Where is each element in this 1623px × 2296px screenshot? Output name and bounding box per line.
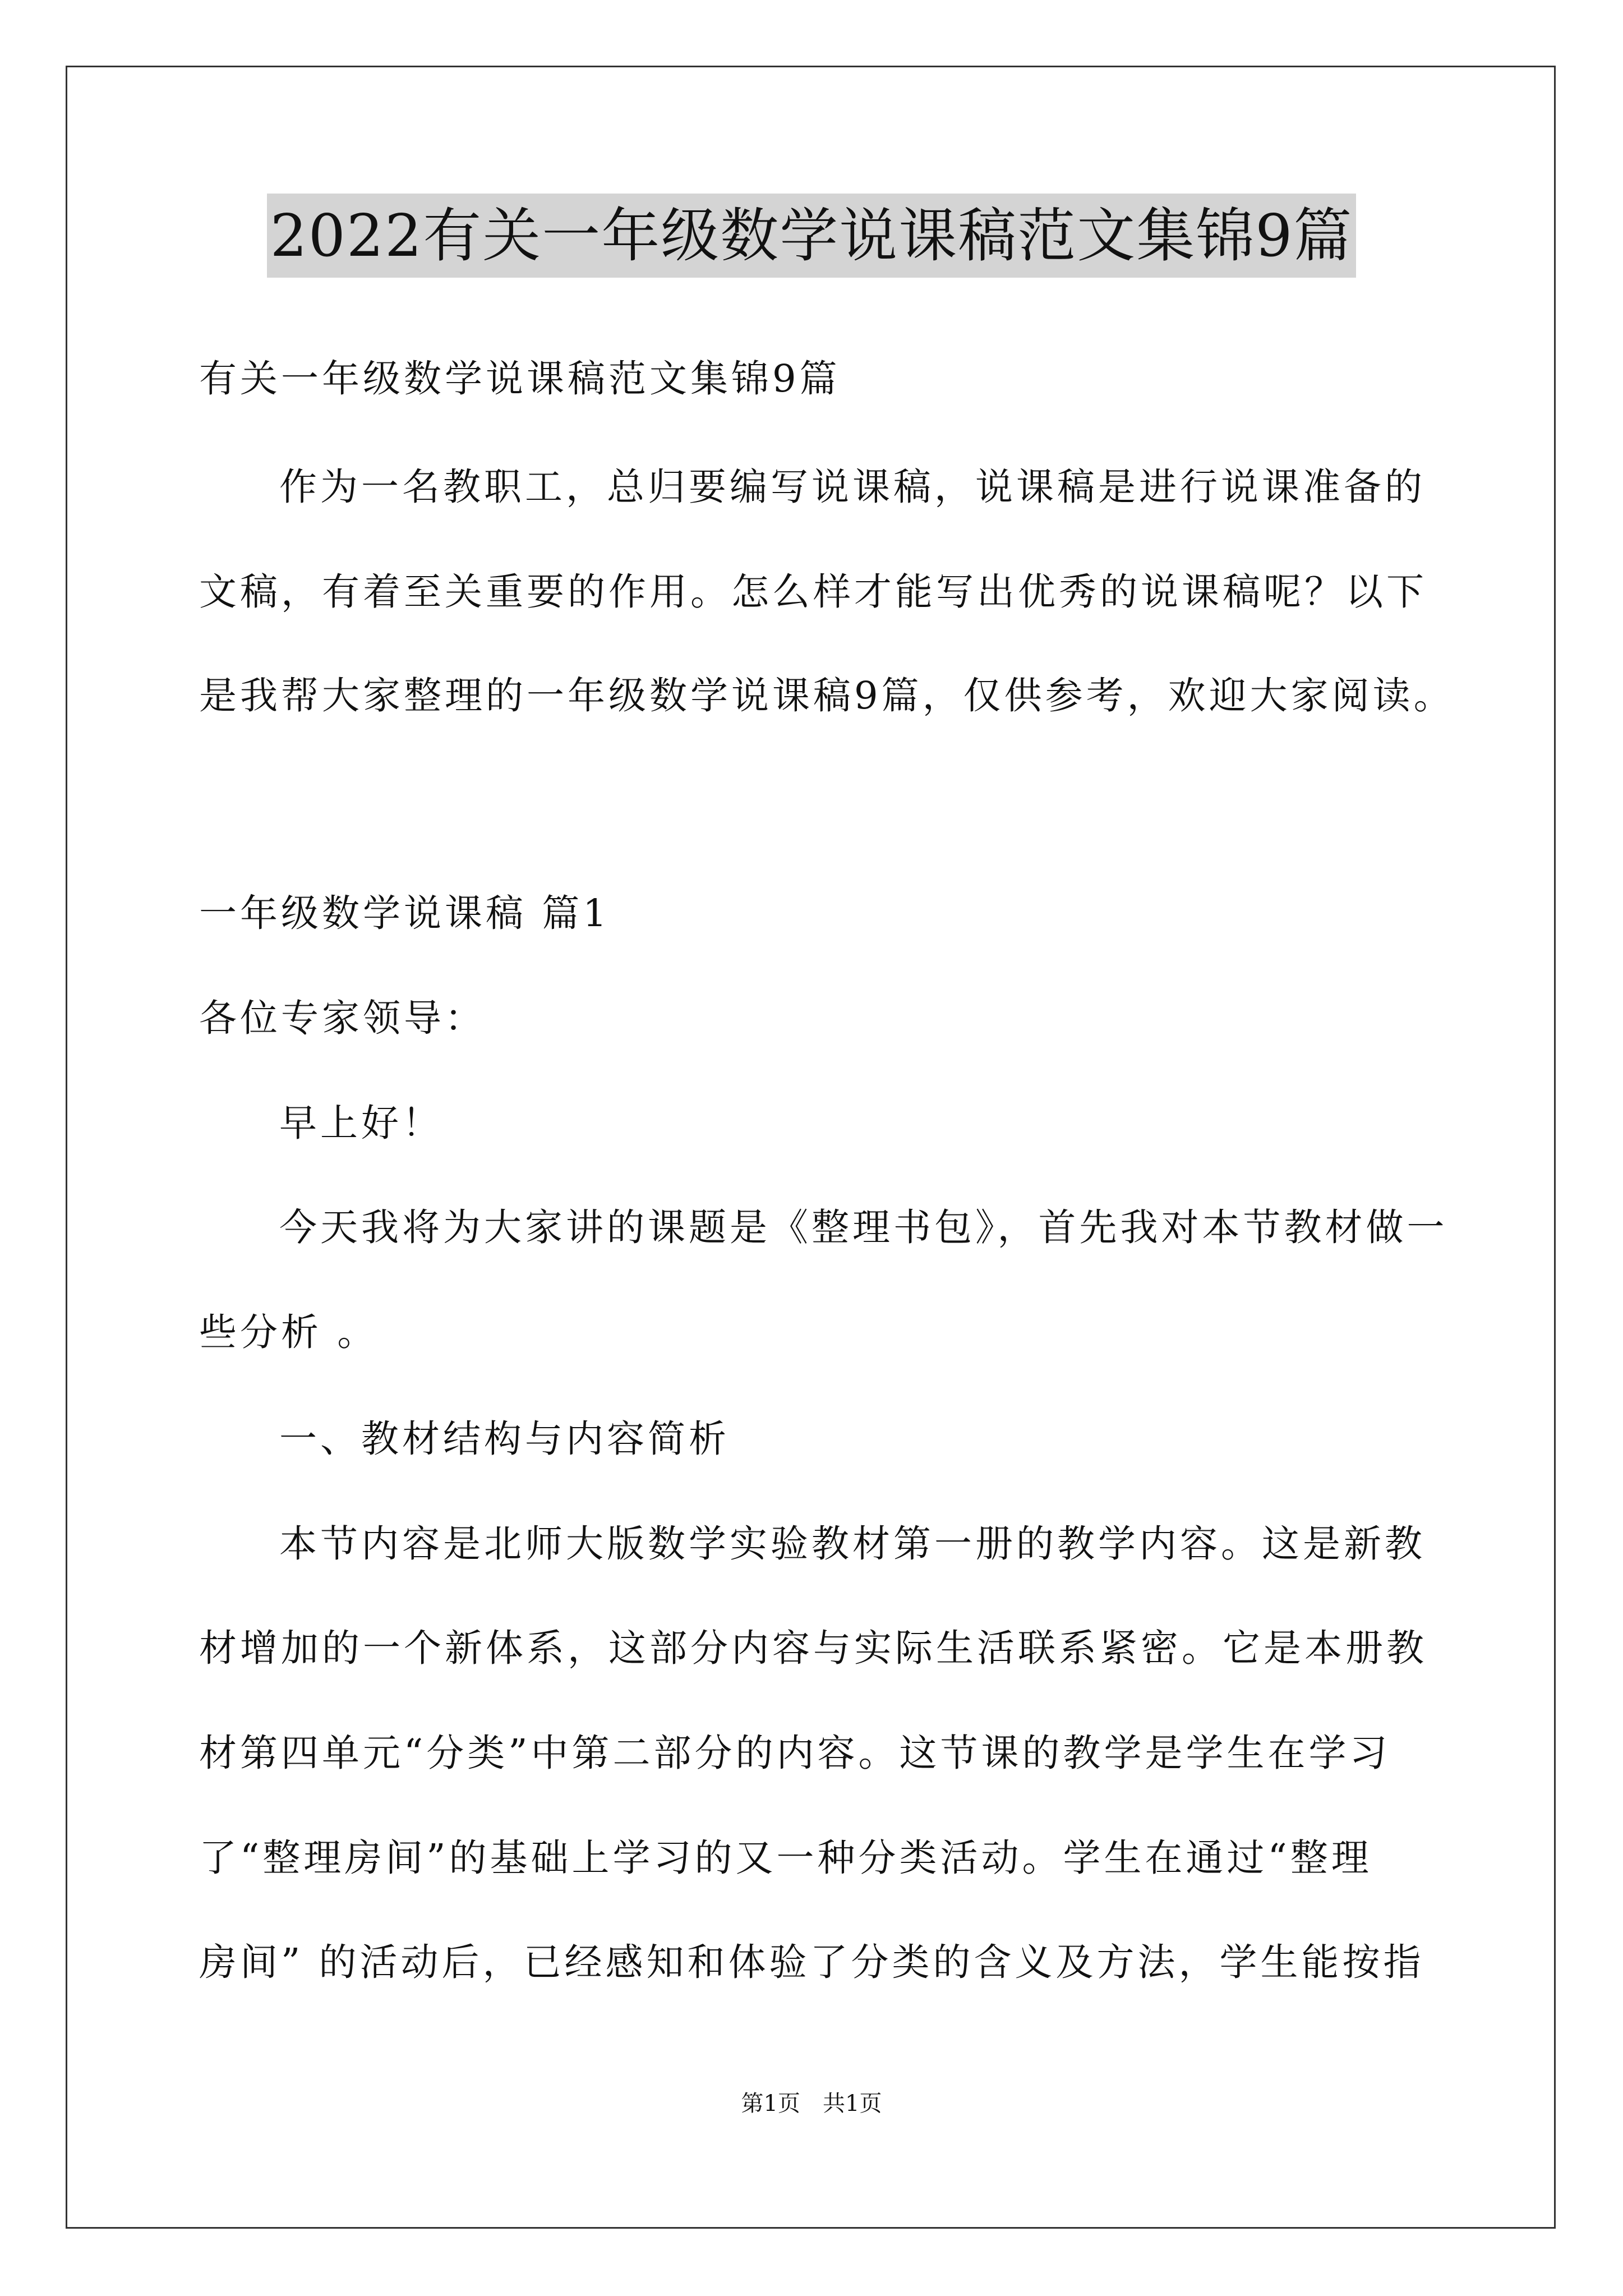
intro-line-3: 是我帮大家整理的一年级数学说课稿9篇，仅供参考，欢迎大家阅读。: [199, 674, 1455, 717]
document-title: 2022有关一年级数学说课稿范文集锦9篇: [267, 194, 1357, 278]
greeting-line: 早上好！: [279, 1101, 443, 1145]
page-current: 第1页: [741, 2091, 800, 2116]
body-line-2: 些分析 。: [199, 1310, 379, 1354]
intro-line-1: 作为一名教职工，总归要编写说课稿，说课稿是进行说课准备的: [279, 465, 1426, 509]
body-line-4: 材增加的一个新体系，这部分内容与实际生活联系紧密。它是本册教: [199, 1626, 1427, 1670]
body-line-6: 了“整理房间”的基础上学习的又一种分类活动。学生在通过“整理: [199, 1836, 1372, 1880]
page-total: 共1页: [823, 2091, 882, 2116]
page-footer: [0, 2087, 1623, 2120]
section-heading: 一年级数学说课稿 篇1: [199, 891, 610, 935]
body-line-3: 本节内容是北师大版数学实验教材第一册的教学内容。这是新教: [279, 1522, 1426, 1566]
salutation-line: 各位专家领导：: [199, 996, 486, 1040]
body-line-5: 材第四单元“分类”中第二部分的内容。这节课的教学是学生在学习: [199, 1731, 1391, 1775]
subtitle-line: 有关一年级数学说课稿范文集锦9篇: [199, 357, 841, 401]
title-container: [0, 194, 1623, 278]
body-line-1: 今天我将为大家讲的课题是《整理书包》，首先我对本节教材做一: [279, 1205, 1448, 1249]
intro-line-2: 文稿，有着至关重要的作用。怎么样才能写出优秀的说课稿呢？以下: [199, 570, 1427, 614]
subheading-line: 一、教材结构与内容简析: [279, 1417, 730, 1461]
body-line-7: 房间” 的活动后，已经感知和体验了分类的含义及方法，学生能按指: [199, 1940, 1424, 1984]
